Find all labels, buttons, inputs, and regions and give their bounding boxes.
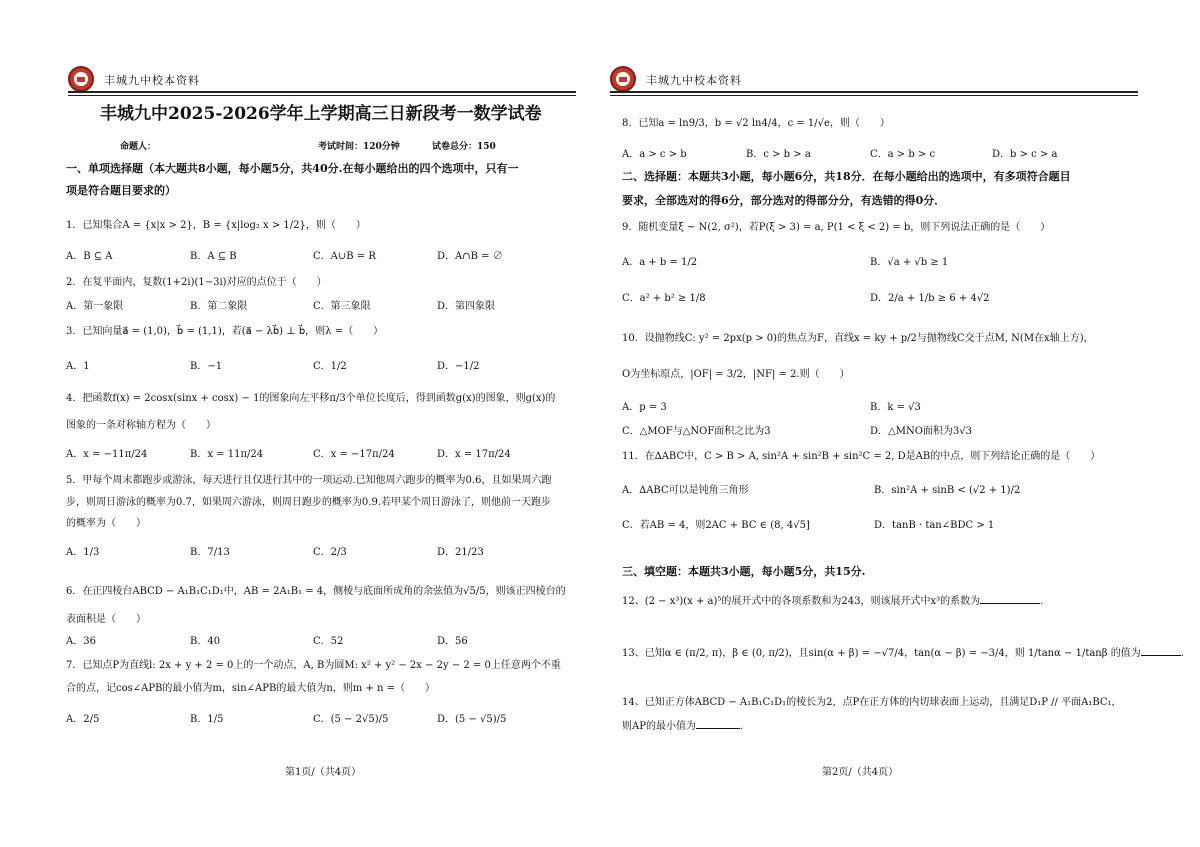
section-2-heading-cont: 要求，全部选对的得6分，部分选对的得部分分，有选错的得0分． xyxy=(622,194,946,207)
q2-option-b: B．第二象限 xyxy=(190,301,248,312)
q4-option-c: C．x = −17π/24 xyxy=(313,449,395,460)
school-name: 丰城九中校本资料 xyxy=(104,74,200,87)
q6-option-a: A．36 xyxy=(66,636,96,647)
q8-option-b: B．c > b > a xyxy=(746,149,811,160)
q12-text: 12、(2 − x³)(x + a)⁵的展开式中的各项系数和为243，则该展开式中x³的系数为 xyxy=(622,596,981,607)
exam-title: 丰城九中2025-2026学年上学期高三日新段考一数学试卷 xyxy=(100,104,542,124)
q1-option-c: C．A∪B = R xyxy=(313,251,376,262)
q1-stem: 1．已知集合A = {x|x > 2}，B = {x|log₂ x > 1/2}，则（ ） xyxy=(66,220,366,231)
header-rule-thin xyxy=(610,95,1138,96)
q9-stem: 9．随机变量ξ ~ N(2, σ²)，若P(ξ > 3) = a, P(1 < ξ < 2) = b，则下列说法正确的是（ ） xyxy=(622,222,1051,233)
header-rule-thin xyxy=(68,95,576,96)
q12-stem xyxy=(622,593,1043,608)
q3-option-c: C．1/2 xyxy=(313,361,347,372)
q2-stem: 2．在复平面内，复数(1+2i)(1−3i)对应的点位于（ ） xyxy=(66,277,327,288)
school-logo-icon xyxy=(68,66,94,92)
q2-option-c: C．第三象限 xyxy=(313,301,371,312)
q10-stem-cont: O为坐标原点，|OF| = 3/2，|NF| = 2.则（ ） xyxy=(622,369,850,380)
q13-text: 13、已知α ∈ (π/2, π)，β ∈ (0, π/2)，且sin(α + β) = −√7/4，tan(α − β) = −3/4，则 1/tanα − 1/tanβ 的值为 xyxy=(622,648,1141,659)
q14-stem: 14、已知正方体ABCD − A₁B₁C₁D₁的棱长为2，点P在正方体的内切球表面上运动，且满足D₁P // 平面A₁BC₁， xyxy=(622,697,1122,708)
q14-period: . xyxy=(739,721,744,732)
q1-option-a: A．B ⊆ A xyxy=(66,251,113,262)
q11-option-a: A．∆ABC可以是钝角三角形 xyxy=(622,485,749,496)
q10-option-c: C．△MOF与△NOF面积之比为3 xyxy=(622,426,771,437)
q5-stem-cont2: 的概率为（ ） xyxy=(66,518,146,529)
q5-option-c: C．2/3 xyxy=(313,547,347,558)
q6-option-c: C．52 xyxy=(313,636,344,647)
q4-stem-cont: 图象的一条对称轴方程为（ ） xyxy=(66,420,216,431)
q6-stem: 6．在正四棱台ABCD − A₁B₁C₁D₁中，AB = 2A₁B₁ = 4，侧棱与底面所成角的余弦值为√5/5，则该正四棱台的 xyxy=(66,586,566,597)
q2-option-d: D．第四象限 xyxy=(437,301,496,312)
q10-stem: 10．设抛物线C: y² = 2px(p > 0)的焦点为F，直线x = ky + p/2与抛物线C交于点M, N(M在x轴上方)， xyxy=(622,333,1094,344)
q7-option-c: C．(5 − 2√5)/5 xyxy=(313,714,389,725)
author-label: 命题人： xyxy=(120,142,157,152)
header-rule xyxy=(68,91,576,93)
q10-option-b: B．k = √3 xyxy=(870,402,921,413)
q4-option-b: B．x = 11π/24 xyxy=(190,449,264,460)
q14-text: 则AP的最小值为 xyxy=(622,721,696,732)
exam-page-2 xyxy=(600,0,1200,847)
q6-option-b: B．40 xyxy=(190,636,221,647)
q5-option-b: B．7/13 xyxy=(190,547,230,558)
q7-option-d: D．(5 − √5)/5 xyxy=(437,714,507,725)
section-1-heading-cont: 项是符合题目要求的） xyxy=(66,184,176,197)
q3-option-d: D．−1/2 xyxy=(437,361,480,372)
section-1-heading: 一、单项选择题（本大题共8小题，每小题5分，共40分.在每小题给出的四个选项中，只有一 xyxy=(66,162,519,175)
q8-option-d: D．b > c > a xyxy=(992,149,1058,160)
section-2-heading: 二、选择题：本题共3小题，每小题6分，共18分．在每小题给出的选项中，有多项符合题目 xyxy=(622,170,1071,183)
q5-option-d: D．21/23 xyxy=(437,547,484,558)
q6-option-d: D．56 xyxy=(437,636,468,647)
exam-time: 考试时间：120分钟 xyxy=(318,142,400,152)
header-rule xyxy=(610,91,1138,93)
q7-option-b: B．1/5 xyxy=(190,714,224,725)
q1-option-d: D．A∩B = ∅ xyxy=(437,251,503,262)
school-logo-icon xyxy=(610,66,636,92)
page-header xyxy=(610,66,1138,98)
q11-option-c: C．若AB = 4，则2AC + BC ∈ (8, 4√5] xyxy=(622,520,810,531)
q3-option-b: B．−1 xyxy=(190,361,223,372)
q5-stem: 5．甲每个周末都跑步或游泳，每天进行且仅进行其中的一项运动.已知他周六跑步的概率为0.6，且如果周六跑 xyxy=(66,475,552,486)
q1-option-b: B．A ⊆ B xyxy=(190,251,237,262)
q8-option-a: A．a > c > b xyxy=(622,149,687,160)
page-footer: 第1页/（共4页） xyxy=(285,767,362,778)
q7-stem-cont: 合的点，记cos∠APB的最小值为m，sin∠APB的最大值为n，则m + n =（ ） xyxy=(66,683,436,694)
q9-option-c: C．a² + b² ≥ 1/8 xyxy=(622,293,706,304)
q4-stem: 4．把函数f(x) = 2cosx(sinx + cosx) − 1的图象向左平移π/3个单位长度后，得到函数g(x)的图象，则g(x)的 xyxy=(66,393,556,404)
q8-stem: 8．已知a = ln9/3，b = √2 ln4/4，c = 1/√e，则（ ） xyxy=(622,118,890,129)
q7-option-a: A．2/5 xyxy=(66,714,100,725)
q9-option-b: B．√a + √b ≥ 1 xyxy=(870,257,949,268)
q9-option-d: D．2/a + 1/b ≥ 6 + 4√2 xyxy=(870,293,990,304)
q14-answer-blank[interactable] xyxy=(696,718,740,729)
q8-option-c: C．a > b > c xyxy=(870,149,936,160)
q13-stem xyxy=(622,645,1184,660)
q6-stem-cont: 表面积是（ ） xyxy=(66,614,146,625)
school-name: 丰城九中校本资料 xyxy=(646,74,742,87)
q11-option-d: D．tanB · tan∠BDC > 1 xyxy=(874,520,995,531)
q3-stem: 3．已知向量a⃗ = (1,0)，b⃗ = (1,1)，若(a⃗ − λb⃗) ⊥ b⃗，则λ =（ ） xyxy=(66,326,384,337)
q11-stem: 11．在∆ABC中，C > B > A, sin²A + sin²B + sin²C = 2, D是AB的中点，则下列结论正确的是（ ） xyxy=(622,451,1101,462)
q12-period: . xyxy=(1040,596,1044,607)
q5-stem-cont1: 步，则周日游泳的概率为0.7，如果周六游泳，则周日跑步的概率为0.9.若甲某个周日游泳了，则他前一天跑步 xyxy=(66,497,551,508)
q13-answer-blank[interactable] xyxy=(1141,645,1181,656)
q9-option-a: A．a + b = 1/2 xyxy=(622,257,698,268)
section-3-heading: 三、填空题：本题共3小题，每小题5分，共15分. xyxy=(622,565,866,578)
q5-option-a: A．1/3 xyxy=(66,547,100,558)
page-footer: 第2页/（共4页） xyxy=(822,767,899,778)
q11-option-b: B．sin²A + sinB < (√2 + 1)/2 xyxy=(874,485,1021,496)
q14-stem-cont xyxy=(622,718,743,733)
q7-stem: 7．已知点P为直线l: 2x + y + 2 = 0上的一个动点，A, B为圆M: x² + y² − 2x − 2y − 2 = 0上任意两个不重 xyxy=(66,660,561,671)
q2-option-a: A．第一象限 xyxy=(66,301,124,312)
q10-option-a: A．p = 3 xyxy=(622,402,667,413)
exam-score: 试卷总分：150 xyxy=(432,142,496,152)
q10-option-d: D．△MNO面积为3√3 xyxy=(870,426,972,437)
q4-option-a: A．x = −11π/24 xyxy=(66,449,148,460)
q3-option-a: A．1 xyxy=(66,361,90,372)
q13-period: . xyxy=(1180,648,1184,659)
page-header xyxy=(68,66,576,98)
q12-answer-blank[interactable] xyxy=(980,593,1040,604)
q4-option-d: D．x = 17π/24 xyxy=(437,449,511,460)
